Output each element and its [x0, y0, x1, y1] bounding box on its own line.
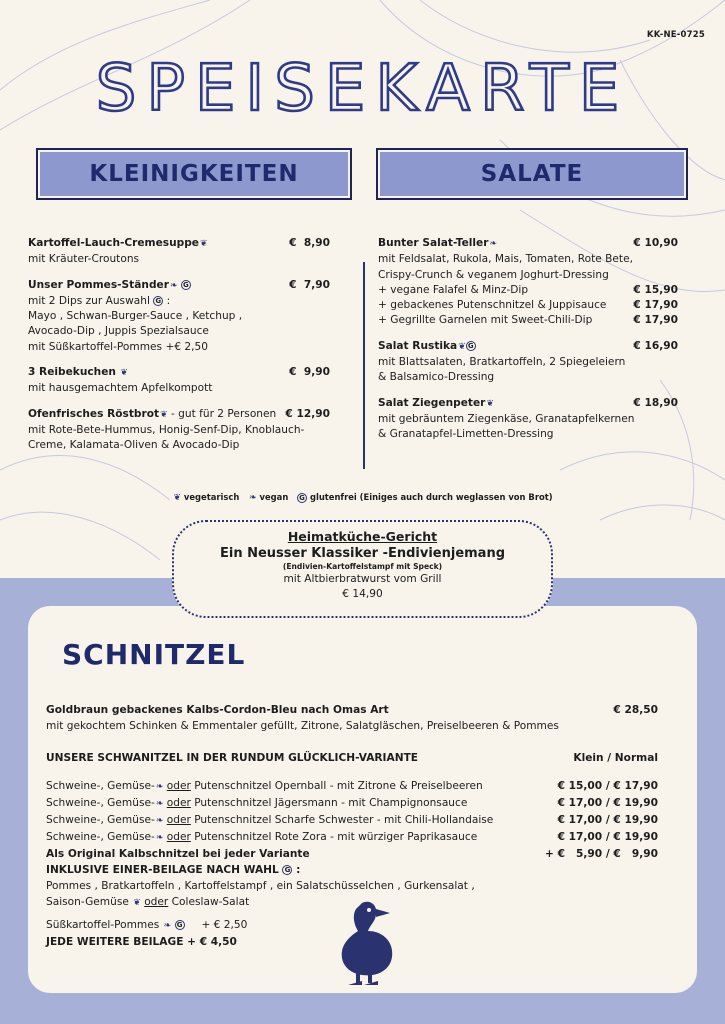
vegan-icon: ❧	[489, 239, 498, 249]
section-heading-kleinigkeiten: KLEINIGKEITEN	[36, 148, 352, 200]
vegan-icon: ❧	[155, 816, 164, 826]
vegan-icon: ❧	[163, 921, 172, 931]
heimat-desc: mit Altbierbratwurst vom Grill	[283, 573, 442, 585]
duck-logo	[332, 895, 398, 987]
menu-item	[28, 365, 330, 397]
heimat-title: Heimatküche-Gericht	[287, 529, 438, 544]
item-desc: mit Kräuter-Croutons	[28, 253, 140, 266]
item-name: Ofenfrisches Röstbrot	[28, 407, 160, 420]
item-desc: mit Süßkartoffel-Pommes +€ 2,50	[28, 340, 209, 353]
vegan-icon: ❧	[155, 782, 164, 792]
glutenfree-icon: G	[153, 296, 163, 306]
diet-legend: ❦ vegetarisch ❧ vegan G glutenfrei (Einiges auch durch weglassen von Brot)	[173, 492, 553, 503]
glutenfree-icon: G	[282, 865, 292, 875]
table-row: Schweine-, Gemüse-❧ oder Putenschnitzel Scharfe Schwester - mit Chili-Hollandaise € 17,00 / € 19,90	[46, 814, 658, 826]
item-desc: mit Blattsalaten, Bratkartoffeln, 2 Spiegeleiern	[378, 356, 626, 369]
glutenfree-icon: G	[181, 280, 191, 290]
table-row: Schweine-, Gemüse-❧ oder Putenschnitzel Jägersmann - mit Champignonsauce € 17,00 / € 19,90	[46, 797, 658, 809]
schwanitzel-heading: UNSERE SCHWANITZEL IN DER RUNDUM GLÜCKLICH-VARIANTE Klein / Normal	[46, 752, 658, 764]
glutenfree-icon: G	[175, 920, 185, 930]
item-name: Salat Rustika	[378, 339, 458, 352]
cordon-bleu-item: Goldbraun gebackenes Kalbs-Cordon-Bleu nach Omas Art € 28,50 mit gekochtem Schinken & Emmentaler gefüllt, Zitrone, Salatgläschen, Preiselbeeren & Pommes	[46, 704, 658, 732]
menu-item	[378, 236, 678, 329]
item-price: € 16,90	[633, 339, 678, 352]
vegetarian-icon: ❦	[120, 368, 128, 379]
heimat-price: € 14,90	[342, 588, 383, 600]
item-desc: mit hausgemachtem Apfelkompott	[28, 382, 213, 395]
sweet-potato-row: Süßkartoffel-Pommes ❧ G + € 2,50	[46, 919, 248, 931]
item-price: € 8,90	[289, 237, 330, 249]
item-price: € 18,90	[633, 396, 678, 409]
glutenfree-icon: G	[466, 341, 476, 351]
item-desc: mit Feldsalat, Rukola, Mais, Tomaten, Rote Bete,	[378, 253, 633, 266]
extra-side-line: JEDE WEITERE BEILAGE + € 4,50	[46, 936, 237, 948]
item-price: € 10,90	[633, 237, 678, 249]
item-desc: Creme, Kalamata-Oliven & Avocado-Dip	[28, 439, 240, 452]
heimat-dish: Ein Neusser Klassiker -Endivienjemang	[219, 546, 506, 561]
item-price: € 9,90	[289, 366, 330, 379]
item-price: € 7,90	[289, 278, 330, 291]
menu-item	[378, 396, 678, 443]
extra-row: + gebackenes Putenschnitzel & Juppisauce € 17,90	[378, 299, 678, 312]
table-row: Schweine-, Gemüse-❧ oder Putenschnitzel Opernball - mit Zitrone & Preiselbeeren € 15,00 / € 17,90	[46, 780, 658, 792]
page-title: SPEISEKARTE	[95, 52, 630, 126]
item-desc: Crispy-Crunch & veganem Joghurt-Dressing	[378, 268, 609, 281]
vegetarian-icon: ❦	[133, 898, 141, 908]
vegetarian-icon: ❦	[458, 341, 466, 352]
table-row: Schweine-, Gemüse-❧ oder Putenschnitzel Rote Zora - mit würziger Paprikasauce € 17,00 / € 19,90	[46, 831, 658, 843]
item-desc: mit Rote-Bete-Hummus, Honig-Senf-Dip, Knoblauch-	[28, 423, 305, 436]
item-name: Salat Ziegenpeter	[378, 396, 486, 409]
kalb-row: Als Original Kalbschnitzel bei jeder Variante + € 5,90 / € 9,90	[46, 848, 658, 860]
item-desc: mit 2 Dips zur Auswahl G :	[28, 294, 171, 307]
kleinigkeiten-list	[28, 236, 330, 464]
item-suffix: - gut für 2 Personen	[167, 407, 277, 420]
glutenfree-icon: G	[297, 493, 307, 503]
vegan-icon: ❧	[155, 799, 164, 809]
beilage-line: Pommes , Bratkartoffeln , Kartoffelstampf , ein Salatschüsselchen , Gurkensalat ,	[46, 880, 475, 892]
menu-item	[378, 339, 678, 386]
item-name: Kartoffel-Lauch-Cremesuppe	[28, 237, 199, 249]
column-divider	[363, 262, 365, 469]
vegan-icon: ❧	[249, 493, 257, 503]
menu-code: KK-NE-0725	[646, 30, 705, 40]
item-desc: Mayo , Schwan-Burger-Sauce , Ketchup ,	[28, 310, 243, 323]
item-desc: Avocado-Dip , Juppis Spezialsauce	[28, 325, 209, 338]
menu-item	[28, 407, 330, 454]
item-name: 3 Reibekuchen	[28, 366, 116, 379]
vegetarian-icon: ❦	[486, 398, 494, 409]
beilage-line: Saison-Gemüse ❦ oder Coleslaw-Salat	[46, 896, 250, 908]
item-name: Bunter Salat-Teller	[378, 237, 489, 249]
menu-item	[28, 278, 330, 355]
item-desc: & Granatapfel-Limetten-Dressing	[378, 428, 554, 441]
item-name: Unser Pommes-Ständer	[28, 278, 169, 291]
vegetarian-icon: ❦	[200, 239, 208, 249]
item-price: € 12,90	[285, 407, 330, 420]
heimat-note: (Endivien-Kartoffelstampf mit Speck)	[282, 562, 443, 571]
vegetarian-icon: ❦	[173, 493, 181, 503]
extra-row: + vegane Falafel & Minz-Dip € 15,90	[378, 283, 678, 296]
menu-item	[28, 236, 330, 268]
extra-row: + Gegrillte Garnelen mit Sweet-Chili-Dip € 17,90	[378, 314, 678, 327]
vegan-icon: ❧	[155, 833, 164, 843]
vegetarian-icon: ❦	[160, 409, 168, 420]
section-heading-schnitzel: SCHNITZEL	[62, 638, 246, 671]
salate-list	[378, 236, 678, 453]
heimat-box	[172, 520, 553, 618]
section-heading-salate: SALATE	[376, 148, 688, 200]
item-desc: mit gebräuntem Ziegenkäse, Granatapfelkernen	[378, 412, 635, 425]
beilage-heading: INKLUSIVE EINER-BEILAGE NACH WAHL G :	[46, 864, 301, 876]
vegan-icon: ❧	[169, 280, 178, 291]
item-desc: & Balsamico-Dressing	[378, 371, 495, 384]
